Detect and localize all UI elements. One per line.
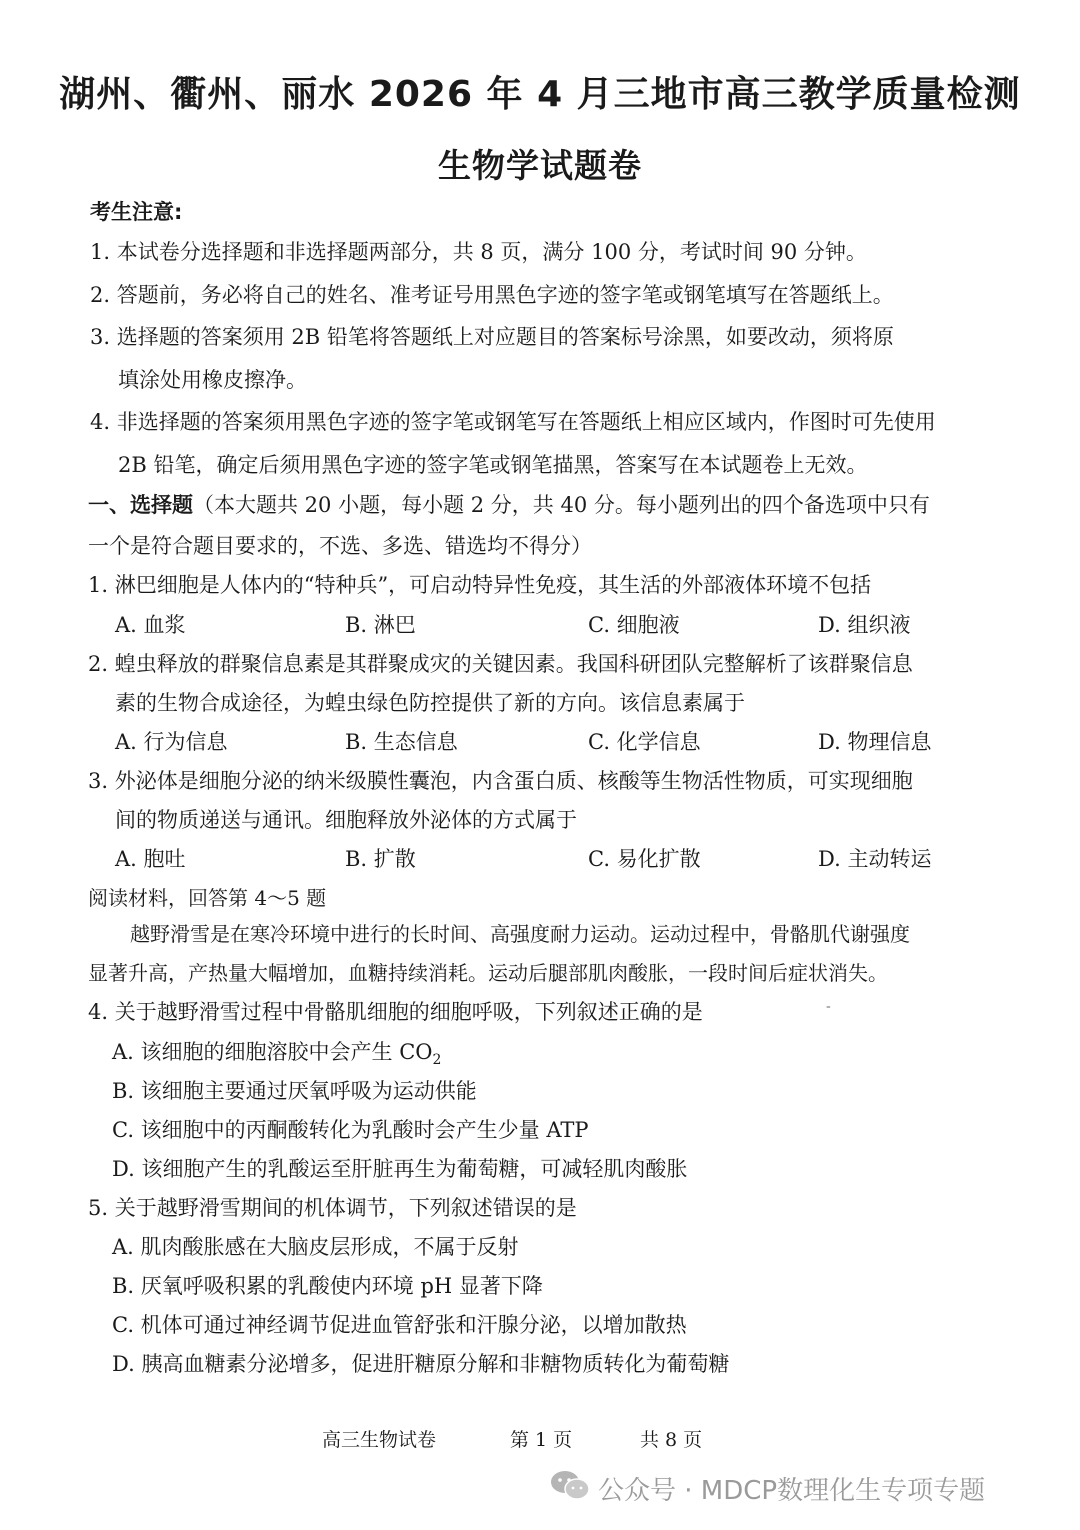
exam-title: 湖州、衢州、丽水 2026 年 4 月三地市高三教学质量检测 (59, 74, 1021, 115)
q2-option-d: D. 物理信息 (818, 730, 932, 754)
section-1-title: 一、选择题 (88, 493, 193, 517)
q3-option-d: D. 主动转运 (818, 847, 932, 871)
q1-option-b: B. 淋巴 (345, 613, 416, 637)
watermark-text: 公众号 · MDCP数理化生专项专题 (598, 1476, 986, 1506)
scan-mark: ⁼ (826, 1004, 831, 1014)
reading-paragraph-cont: 显著升高，产热量大幅增加，血糖持续消耗。运动后腿部肌肉酸胀，一段时间后症状消失。 (88, 961, 888, 985)
q4-option-a-subscript: 2 (432, 1052, 442, 1068)
notice-item-4: 4. 非选择题的答案须用黑色字迹的签字笔或钢笔写在答题纸上相应区域内，作图时可先使用 (90, 410, 936, 434)
reading-intro: 阅读材料，回答第 4～5 题 (88, 886, 327, 910)
exam-subtitle: 生物学试题卷 (438, 146, 642, 185)
q4-option-b: B. 该细胞主要通过厌氧呼吸为运动供能 (112, 1079, 477, 1103)
footer-page-total: 共 8 页 (640, 1429, 703, 1451)
q1-stem: 1. 淋巴细胞是人体内的“特种兵”，可启动特异性免疫，其生活的外部液体环境不包括 (88, 573, 872, 597)
q2-option-a: A. 行为信息 (115, 730, 228, 754)
q3-stem-cont: 间的物质递送与通讯。细胞释放外泌体的方式属于 (115, 808, 577, 832)
q1-option-a: A. 血浆 (115, 613, 186, 637)
wechat-icon (548, 1468, 592, 1502)
q2-option-c: C. 化学信息 (588, 730, 701, 754)
q2-option-b: B. 生态信息 (345, 730, 458, 754)
section-1-header (88, 489, 930, 519)
notice-item-4-cont: 2B 铅笔，确定后须用黑色字迹的签字笔或钢笔描黑，答案写在本试题卷上无效。 (118, 453, 868, 477)
q5-stem: 5. 关于越野滑雪期间的机体调节，下列叙述错误的是 (88, 1196, 577, 1220)
q2-stem-cont: 素的生物合成途径，为蝗虫绿色防控提供了新的方向。该信息素属于 (115, 691, 745, 715)
q3-stem: 3. 外泌体是细胞分泌的纳米级膜性囊泡，内含蛋白质、核酸等生物活性物质，可实现细胞 (88, 769, 913, 793)
section-1-desc-cont: 一个是符合题目要求的，不选、多选、错选均不得分） (88, 534, 592, 558)
q5-option-b: B. 厌氧呼吸积累的乳酸使内环境 pH 显著下降 (112, 1274, 543, 1298)
footer-page-number: 第 1 页 (510, 1429, 573, 1451)
q4-option-c: C. 该细胞中的丙酮酸转化为乳酸时会产生少量 ATP (112, 1118, 589, 1142)
q1-option-d: D. 组织液 (818, 613, 911, 637)
q3-option-a: A. 胞吐 (115, 847, 186, 871)
notice-item-3: 3. 选择题的答案须用 2B 铅笔将答题纸上对应题目的答案标号涂黑，如要改动，须将原 (90, 325, 894, 349)
q3-option-b: B. 扩散 (345, 847, 416, 871)
q5-option-d: D. 胰高血糖素分泌增多，促进肝糖原分解和非糖物质转化为葡萄糖 (112, 1352, 730, 1376)
notice-item-2: 2. 答题前，务必将自己的姓名、准考证号用黑色字迹的签字笔或钢笔填写在答题纸上。 (90, 283, 894, 307)
section-1-desc: （本大题共 20 小题，每小题 2 分，共 40 分。每小题列出的四个备选项中只有 (193, 493, 930, 517)
q2-stem: 2. 蝗虫释放的群聚信息素是其群聚成灾的关键因素。我国科研团队完整解析了该群聚信息 (88, 652, 913, 676)
reading-paragraph: 越野滑雪是在寒冷环境中进行的长时间、高强度耐力运动。运动过程中，骨骼肌代谢强度 (130, 922, 910, 946)
q1-option-c: C. 细胞液 (588, 613, 680, 637)
notice-heading: 考生注意: (90, 200, 183, 224)
q3-option-c: C. 易化扩散 (588, 847, 701, 871)
q4-stem: 4. 关于越野滑雪过程中骨骼肌细胞的细胞呼吸，下列叙述正确的是 (88, 1000, 703, 1024)
q4-option-d: D. 该细胞产生的乳酸运至肝脏再生为葡萄糖，可减轻肌肉酸胀 (112, 1157, 688, 1181)
q5-option-a: A. 肌肉酸胀感在大脑皮层形成，不属于反射 (112, 1235, 519, 1259)
q4-option-a (112, 1036, 441, 1068)
footer-subject: 高三生物试卷 (322, 1429, 437, 1451)
q5-option-c: C. 机体可通过神经调节促进血管舒张和汗腺分泌，以增加散热 (112, 1313, 687, 1337)
q4-option-a-text: A. 该细胞的细胞溶胶中会产生 CO (112, 1040, 433, 1064)
notice-item-1: 1. 本试卷分选择题和非选择题两部分，共 8 页，满分 100 分，考试时间 90 分钟。 (90, 240, 867, 264)
notice-item-3-cont: 填涂处用橡皮擦净。 (118, 368, 307, 392)
